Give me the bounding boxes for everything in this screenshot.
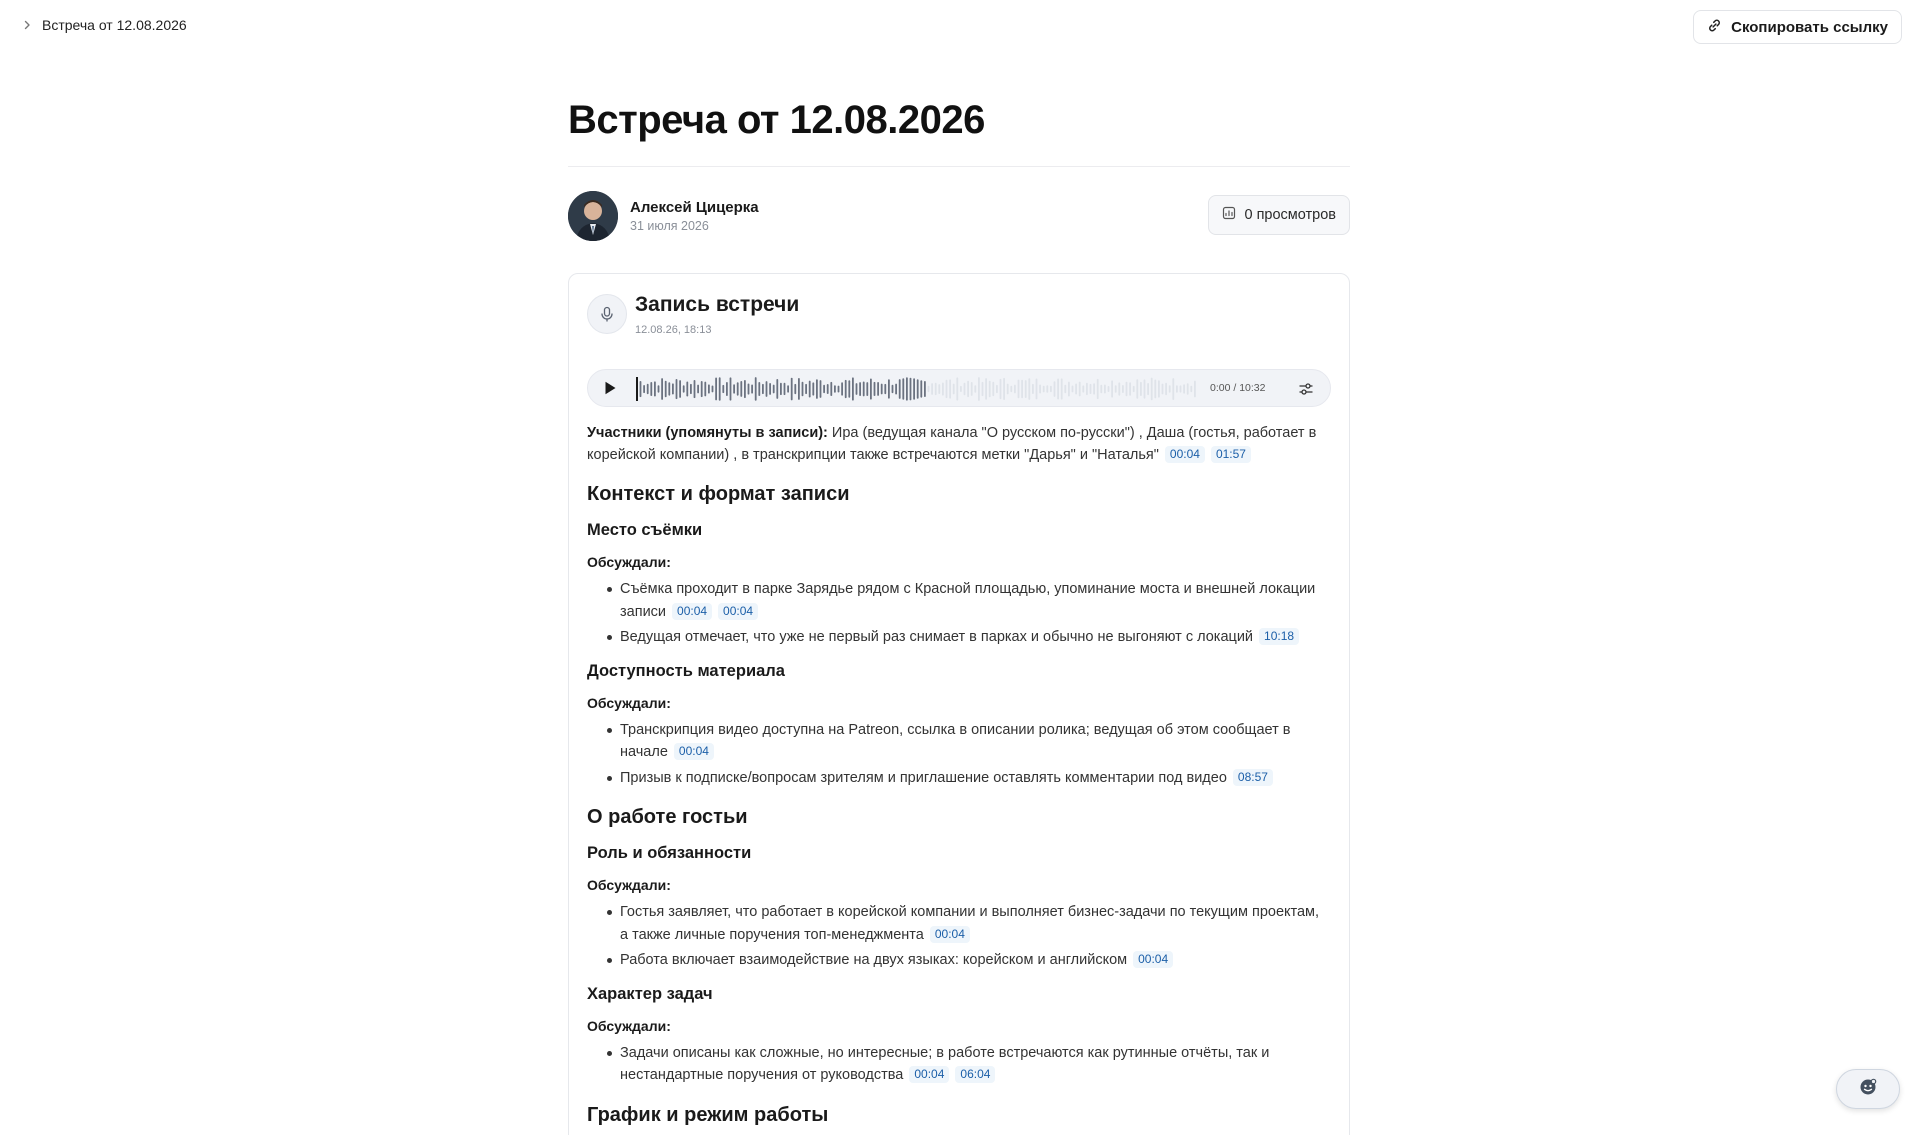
waveform-bar: [679, 380, 681, 398]
waveform-bar: [704, 382, 706, 397]
waveform-bar: [694, 380, 696, 398]
timestamp-link[interactable]: 06:04: [955, 1066, 995, 1083]
subsection-heading: Доступность материала: [587, 661, 785, 680]
waveform-bar: [1169, 385, 1171, 392]
waveform-bar: [1000, 379, 1002, 399]
list-item: [587, 719, 1331, 764]
audio-player: [587, 369, 1331, 407]
waveform-bar: [766, 381, 768, 397]
waveform-bar: [701, 381, 703, 397]
microphone-icon: [587, 294, 627, 334]
waveform-bar: [1050, 386, 1052, 392]
waveform-bar: [1010, 386, 1012, 392]
waveform-bar: [758, 382, 760, 396]
list-item-text: Транскрипция видео доступна на Patreon, ссылка в описании ролика; ведущая об этом сообщает в начале: [620, 721, 1291, 760]
waveform-bar: [1194, 381, 1196, 398]
waveform-bar: [722, 385, 724, 393]
waveform-bar: [870, 379, 872, 400]
waveform-bar: [834, 385, 836, 393]
list-item: [587, 626, 1331, 649]
summary-content: [587, 422, 1331, 1129]
waveform-bar: [1136, 379, 1138, 399]
waveform-bar: [1126, 382, 1128, 397]
waveform-bar: [726, 382, 728, 396]
waveform-bar: [751, 385, 753, 394]
waveform-bar: [665, 381, 667, 398]
waveform-bar: [1025, 380, 1027, 398]
timestamp-link[interactable]: 00:04: [1133, 951, 1173, 968]
waveform-bar: [647, 384, 649, 394]
waveform-bar: [877, 382, 879, 396]
waveform-bar: [776, 379, 778, 399]
author-date: 31 июля 2026: [630, 219, 709, 233]
top-bar: [0, 0, 1920, 52]
subsection-heading: Характер задач: [587, 984, 713, 1003]
waveform-bar: [798, 378, 800, 400]
waveform-bar: [1140, 382, 1142, 396]
bullet-list: [587, 719, 1331, 790]
waveform-bar: [744, 380, 746, 398]
waveform-bar: [1180, 385, 1182, 392]
waveform-bar: [708, 384, 710, 393]
waveform-bar: [1133, 386, 1135, 392]
waveform-bar: [935, 383, 937, 395]
waveform-bar: [773, 385, 775, 394]
waveform-bar: [791, 378, 793, 401]
waveform-bar: [982, 382, 984, 396]
waveform-bar: [946, 380, 948, 398]
waveform-bar: [848, 380, 850, 398]
breadcrumb[interactable]: [22, 17, 187, 33]
waveform-bar: [938, 384, 940, 394]
subsection-heading: Место съёмки: [587, 521, 703, 539]
waveform-bar: [942, 383, 944, 396]
waveform-bar: [978, 377, 980, 401]
waveform-bar: [672, 383, 674, 394]
waveform-bar: [809, 381, 811, 398]
discussed-label: Обсуждали:: [587, 694, 671, 711]
chart-icon: [1222, 206, 1236, 224]
waveform-bar: [974, 385, 976, 393]
timestamp-link[interactable]: 00:04: [909, 1066, 949, 1083]
bullet-list: [587, 901, 1331, 972]
waveform-bar: [643, 385, 645, 393]
subsection-heading: Роль и обязанности: [587, 844, 752, 862]
waveform-bar: [1176, 385, 1178, 393]
chevron-right-icon: [22, 20, 32, 30]
waveform-bar: [881, 384, 883, 395]
views-badge[interactable]: [1208, 195, 1350, 235]
waveform-bar: [1097, 379, 1099, 399]
waveform-bar: [1061, 378, 1063, 399]
waveform-bar: [1057, 379, 1059, 400]
waveform-bar: [1046, 385, 1048, 393]
recording-title: Запись встречи: [635, 293, 800, 316]
waveform-bar: [1064, 385, 1066, 394]
waveform-bar: [1154, 380, 1156, 399]
waveform-bar: [827, 384, 829, 394]
waveform-bar: [1165, 383, 1167, 396]
waveform-bar: [1093, 383, 1095, 394]
waveform-bar: [996, 385, 998, 393]
timestamp-link[interactable]: 00:04: [674, 743, 714, 760]
timestamp-link[interactable]: 00:04: [930, 926, 970, 943]
section-heading: График и режим работы: [587, 1103, 829, 1126]
waveform-bar: [920, 380, 922, 398]
waveform-bar: [661, 378, 663, 400]
waveform-bar: [1129, 382, 1131, 396]
waveform-bar: [1190, 386, 1192, 393]
list-item-text: Работа включает взаимодействие на двух языках: корейском и английском: [620, 952, 1128, 968]
waveform-bar: [719, 377, 721, 401]
waveform-bar: [668, 382, 670, 395]
waveform-bar: [1183, 384, 1185, 393]
views-label: 0 просмотров: [1244, 207, 1336, 223]
list-item-text: Гостья заявляет, что работает в корейской компании и выполняет бизнес-задачи по текущим проектам, а также личные поручения топ-менеджмента: [620, 904, 1320, 943]
waveform-bar: [1003, 378, 1005, 400]
waveform-bar: [1072, 386, 1074, 393]
waveform-bar: [906, 377, 908, 400]
waveform-bar: [737, 382, 739, 396]
document: [568, 88, 1350, 1135]
list-item: [587, 578, 1331, 623]
breadcrumb-label: Встреча от 12.08.2026: [42, 17, 187, 33]
waveform-bar: [992, 382, 994, 396]
waveform-bar: [805, 384, 807, 394]
waveform-bar: [686, 382, 688, 397]
waveform-bar: [1108, 386, 1110, 392]
timestamp-link[interactable]: 00:04: [1165, 446, 1205, 463]
timestamp-link[interactable]: 10:18: [1259, 628, 1299, 645]
waveform-bar: [924, 381, 926, 397]
list-item: [587, 901, 1331, 946]
waveform-bar: [1111, 380, 1113, 397]
waveform-bar: [1014, 385, 1016, 394]
timestamp-link[interactable]: 01:57: [1211, 446, 1251, 463]
waveform-bar: [715, 378, 717, 401]
waveform-bar: [1068, 382, 1070, 397]
playhead[interactable]: [636, 377, 638, 401]
waveform-bar: [1082, 385, 1084, 392]
waveform-bar: [1054, 381, 1056, 397]
waveform-bar: [888, 379, 890, 398]
timestamp-link[interactable]: 08:57: [1233, 769, 1273, 786]
waveform-bar: [787, 385, 789, 392]
waveform-bar: [1118, 382, 1120, 395]
waveform-bar: [899, 379, 901, 399]
waveform-bar: [1122, 385, 1124, 393]
recording-card: [568, 273, 1350, 1135]
time-display: 0:00 / 10:32: [1210, 382, 1266, 394]
waveform-bar: [1100, 385, 1102, 394]
waveform-bar: [902, 378, 904, 400]
waveform-bar: [856, 383, 858, 395]
divider: [568, 166, 1350, 167]
waveform-bar: [1104, 385, 1106, 394]
waveform-bar: [863, 382, 865, 397]
waveform-bar: [816, 379, 818, 399]
waveform-bar: [733, 384, 735, 393]
waveform-bar: [913, 378, 915, 400]
waveform-bar: [1028, 378, 1030, 400]
waveform-bar: [1158, 380, 1160, 398]
discussed-label: Обсуждали:: [587, 1017, 671, 1034]
assistant-icon: [1858, 1077, 1878, 1102]
waveform-bar: [697, 385, 699, 394]
participants: [587, 422, 1331, 466]
waveform-bar: [1007, 384, 1009, 395]
waveform-bar: [874, 382, 876, 396]
waveform-bar: [658, 385, 660, 392]
waveform-bar: [949, 379, 951, 398]
waveform-bar: [820, 380, 822, 398]
recording-header: [587, 274, 1331, 344]
avatar[interactable]: [568, 191, 618, 241]
bullet-list: [587, 578, 1331, 649]
waveform-bar: [956, 377, 958, 400]
bullet-list: [587, 1042, 1331, 1087]
author-row: [568, 191, 1350, 241]
waveform-bar: [769, 383, 771, 395]
waveform-bar: [1086, 383, 1088, 395]
section-heading: Контекст и формат записи: [587, 483, 850, 505]
waveform-bar: [640, 381, 642, 397]
waveform-bar: [953, 384, 955, 395]
waveform-bar: [1144, 379, 1146, 398]
waveform-bar: [830, 382, 832, 396]
list-item-text: Съёмка проходит в парке Зарядье рядом с Красной площадью, упоминание моста и внешней локации записи: [620, 581, 1316, 620]
list-item-text: Призыв к подписке/вопросам зрителям и приглашение оставлять комментарии под видео: [620, 769, 1227, 786]
waveform-bar: [917, 379, 919, 399]
waveform-bar: [931, 383, 933, 395]
participants-text: Ира (ведущая канала "О русском по-русски") , Даша (гостья, работает в корейской компании) , в транскрипции также встречаются метки "Дарья" и "Наталья": [587, 425, 1317, 463]
waveform-bar: [1039, 385, 1041, 394]
waveform-bar: [967, 381, 969, 398]
recording-datetime: 12.08.26, 18:13: [635, 324, 712, 336]
waveform-bar: [683, 385, 685, 392]
waveform-bar: [1032, 384, 1034, 394]
waveform-bar: [866, 382, 868, 396]
waveform-bar: [989, 381, 991, 398]
waveform-bar: [730, 377, 732, 400]
waveform[interactable]: [636, 375, 1198, 403]
waveform-bar: [762, 384, 764, 394]
waveform-bar: [780, 383, 782, 395]
section-heading: О работе гостьи: [587, 806, 748, 828]
waveform-bar: [1043, 386, 1045, 393]
copy-link-label: Скопировать ссылку: [1731, 18, 1888, 36]
assistant-button[interactable]: [1836, 1069, 1900, 1109]
waveform-bar: [971, 382, 973, 396]
waveform-bar: [895, 384, 897, 395]
waveform-bar: [838, 386, 840, 393]
waveform-bar: [845, 380, 847, 398]
timestamp-link[interactable]: 00:04: [718, 603, 758, 620]
waveform-bar: [985, 378, 987, 400]
link-icon: [1707, 18, 1722, 37]
waveform-bar: [802, 382, 804, 397]
waveform-bar: [650, 382, 652, 396]
waveform-bar: [892, 385, 894, 393]
list-item: [587, 949, 1331, 972]
waveform-bar: [1115, 385, 1117, 393]
waveform-bar: [748, 384, 750, 395]
play-icon[interactable]: [602, 380, 618, 396]
list-item-text: Задачи описаны как сложные, но интересные; в работе встречаются как рутинные отчёты, так и нестандартные поручения от руководства: [620, 1044, 1270, 1083]
waveform-bar: [1075, 384, 1077, 395]
list-item: [587, 767, 1331, 790]
waveform-bar: [884, 384, 886, 394]
waveform-bar: [812, 382, 814, 395]
waveform-bar: [654, 381, 656, 396]
waveform-bar: [755, 377, 757, 401]
timestamp-link[interactable]: 00:04: [672, 603, 712, 620]
copy-link-button[interactable]: [1693, 10, 1902, 44]
waveform-bar: [676, 379, 678, 399]
waveform-bar: [960, 386, 962, 392]
waveform-bar: [841, 382, 843, 395]
waveform-bar: [712, 386, 714, 393]
discussed-label: Обсуждали:: [587, 877, 671, 893]
sliders-icon[interactable]: [1298, 381, 1314, 397]
waveform-bar: [852, 377, 854, 400]
waveform-bar: [1018, 380, 1020, 399]
waveform-bar: [859, 382, 861, 396]
list-item-text: Ведущая отмечает, что уже не первый раз снимает в парках и обычно не выгоняют с локаций: [620, 629, 1254, 645]
author-name: Алексей Цицерка: [630, 199, 759, 216]
waveform-bar: [1162, 384, 1164, 395]
list-item: [587, 1042, 1331, 1087]
waveform-bar: [1187, 383, 1189, 395]
waveform-bar: [964, 383, 966, 396]
waveform-bar: [794, 384, 796, 394]
waveform-bar: [1172, 378, 1174, 400]
waveform-bar: [1151, 378, 1153, 401]
page-title: Встреча от 12.08.2026: [568, 98, 985, 142]
waveform-bar: [1036, 379, 1038, 400]
waveform-bar: [928, 386, 930, 392]
waveform-bar: [823, 385, 825, 393]
waveform-bar: [740, 381, 742, 397]
waveform-bar: [910, 378, 912, 401]
participants-label: Участники (упомянуты в записи):: [587, 425, 828, 441]
waveform-bar: [1021, 380, 1023, 399]
discussed-label: Обсуждали:: [587, 554, 671, 570]
waveform-bar: [784, 383, 786, 395]
waveform-bar: [1090, 384, 1092, 394]
waveform-bar: [690, 384, 692, 394]
waveform-bar: [1079, 382, 1081, 397]
waveform-bar: [1147, 383, 1149, 395]
